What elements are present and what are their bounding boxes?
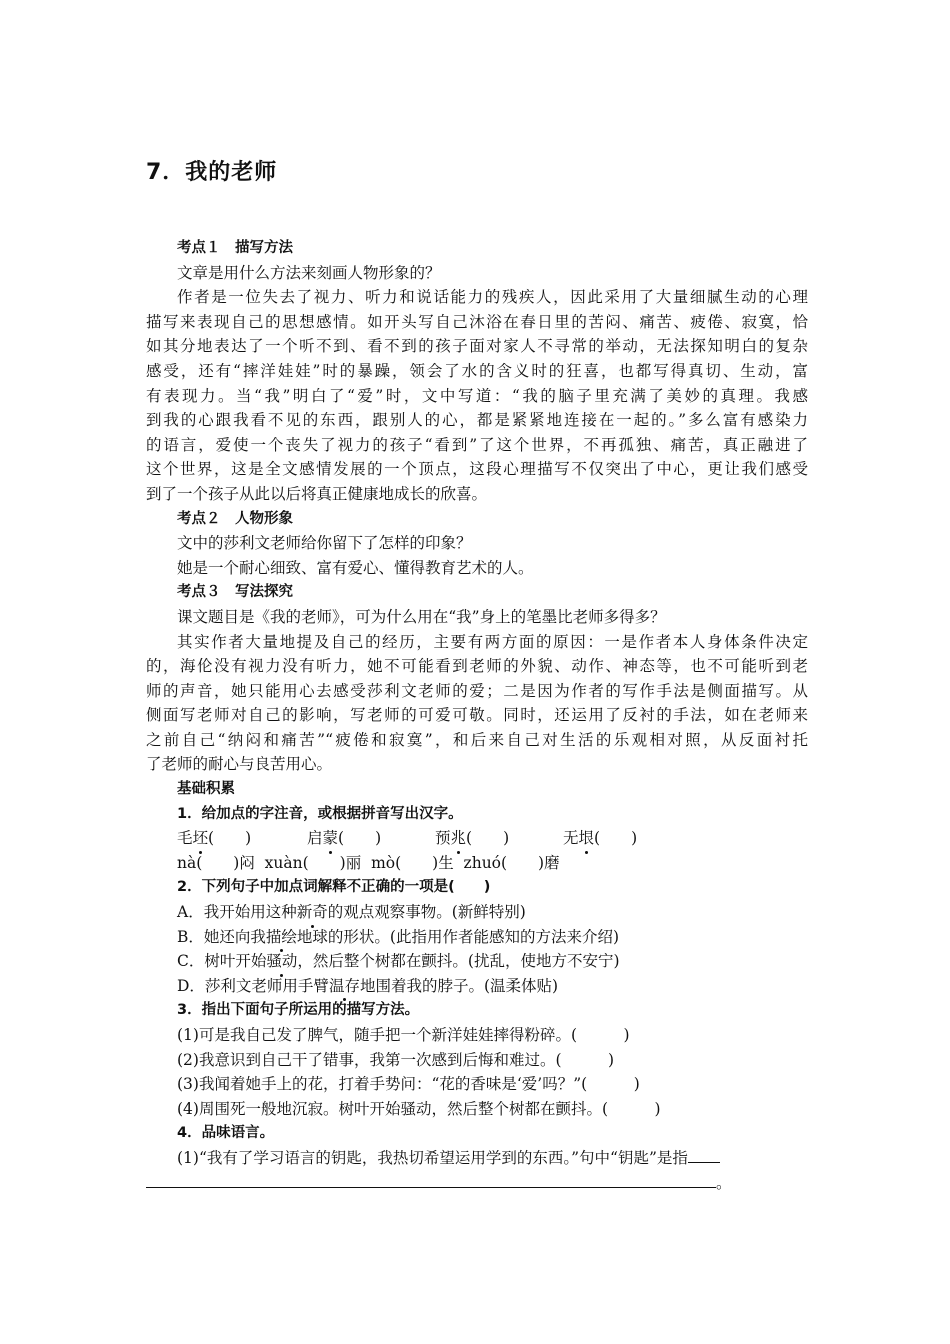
section3-answer-line: 之前自己“纳闷和痛苦”“疲倦和寂寞”，和后来自己对生活的乐观相对照，从反面衬托 [146,730,808,749]
q3-item[interactable]: (3)我闻着她手上的花，打着手势问：“花的香味是‘爱’吗？”( ) [177,1075,640,1094]
section1-answer-line: 描写来表现自己的思想感情。如开头写自己沐浴在春日里的苦闷、痛苦、疲倦、寂寞，恰 [146,312,808,331]
q2-option-a[interactable] [146,900,808,925]
section2-heading: 考点２ 人物形象 [177,510,293,527]
section1-answer-line: 感受，还有“摔洋娃娃”时的暴躁，领会了水的含义时的狂喜，也都写得真切、生动，富 [146,361,808,380]
q1-answer-blank[interactable]: ( ) [338,829,382,848]
section1-answer-line: 的语言，爱使一个丧失了视力的孩子“看到”了这个世界，不再孤独、痛苦，真正融进了 [146,435,808,454]
basics-heading: 基础积累 [177,781,235,798]
option-text: 的观点观察事物。(新鲜特别) [327,903,526,922]
q3-item[interactable]: (1)可是我自己发了脾气，随手把一个新洋娃娃摔得粉碎。( ) [177,1026,630,1044]
option-text: ，然后整个树都在颤抖。(扰乱，使地方不安宁) [297,952,620,971]
q1-item [435,826,563,851]
q3-stem: 3．指出下面句子所运用的描写方法。 [177,1002,420,1019]
q1-row1 [146,826,808,851]
section3-question: 课文题目是《我的老师》，可为什么用在“我”身上的笔墨比老师多得多？ [177,607,666,626]
q4-stem: 4．品味语言。 [177,1125,275,1142]
q1-dotted-char: 坯 [193,826,209,851]
option-text: A．我开始用这种 [177,903,297,922]
q2-stem: 2．下列句子中加点词解释不正确的一项是( ) [177,879,491,896]
section2-question: 文中的莎利文老师给你留下了怎样的印象？ [177,534,472,553]
q1-stem: 1．给加点的字注音，或根据拼音写出汉字。 [177,805,463,822]
section1-answer-line: 如其分地表达了一个听不到、看不到的孩子面对家人不寻常的举动，无法探知明白的复杂 [146,337,808,356]
answer-blank-line[interactable] [688,1147,720,1163]
section1-answer-line: 到我的心跟我看不见的东西，跟别人的心，都是紧紧地连接在一起的。”多么富有感染力 [146,411,808,430]
q1-answer-blank[interactable]: ( ) [466,829,510,848]
q1-answer-blank[interactable]: ( ) [208,829,252,848]
q2-option-b[interactable] [146,925,808,950]
section1-heading: 考点１ 描写方法 [177,240,293,256]
section3-answer-line: 其实作者大量地提及自己的经历，主要有两方面的原因：一是作者本人身体条件决定 [177,632,808,651]
option-text: 地球的形状。(此指用作者能感知的方法来介绍) [296,927,620,946]
q1-item-pre: 毛 [177,829,193,848]
q1-dotted-char: 蒙 [323,826,339,851]
section1-answer-line: 有表现力。当“我”明白了“爱”时，文中写道：“我的脑子里充满了美妙的真理。我感 [146,386,808,405]
q1-dotted-char: 垠 [579,826,595,851]
dotted-word: 温存 [329,974,360,999]
q1-item [563,826,637,851]
q2-option-d[interactable] [146,974,808,999]
dotted-word: 描绘 [266,925,297,950]
page-title: 7．我的老师 [146,160,278,185]
q2-option-c[interactable] [146,949,808,974]
option-text: B．她还向我 [177,927,266,946]
section3-answer-line: 了老师的耐心与良苦用心。 [146,755,333,774]
q1-item-pre: 启 [307,829,323,848]
q1-dotted-char: 兆 [451,826,467,851]
option-text: 地围着我的脖子。(温柔体贴) [359,976,559,995]
option-text: D．莎利文老师用手臂 [177,976,329,995]
section3-answer-line: 师的声音，她只能用心去感受莎利文老师的爱；二是因为作者的写作手法是侧面描写。从 [146,681,808,700]
q3-item[interactable]: (4)周围死一般地沉寂。树叶开始骚动，然后整个树都在颤抖。( ) [177,1099,661,1118]
section3-answer-line: 的，海伦没有视力没有听力，她不可能看到老师的外貌、动作、神态等，也不可能听到老 [146,657,808,676]
q4-answer-line[interactable] [146,1171,808,1196]
q3-item[interactable]: (2)我意识到自己干了错事，我第一次感到后悔和难过。( ) [177,1050,615,1069]
q4-item1 [146,1146,808,1171]
q1-item-pre: 预 [435,829,451,848]
q1-item-pre: 无 [563,829,579,848]
document-body [146,236,808,1195]
end-mark: 。 [716,1173,732,1192]
section1-question: 文章是用什么方法来刻画人物形象的？ [177,263,441,282]
section3-heading: 考点３ 写法探究 [177,584,293,601]
q1-item [307,826,435,851]
section1-answer-line: 到了一个孩子从此以后将真正健康地成长的欣喜。 [146,484,488,503]
section2-answer: 她是一个耐心细致、富有爱心、懂得教育艺术的人。 [177,558,534,577]
q4-item1-text: (1)“我有了学习语言的钥匙，我热切希望运用学到的东西。”句中“钥匙”是指 [177,1148,688,1167]
section3-answer-line: 侧面写老师对自己的影响，写老师的可爱可敬。同时，还运用了反衬的手法，如在老师来 [146,706,808,725]
section1-answer-line: 作者是一位失去了视力、听力和说话能力的残疾人，因此采用了大量细腻生动的心理 [177,288,808,307]
q1-answer-blank[interactable]: ( ) [594,829,638,848]
option-text: C．树叶开始 [177,952,267,971]
dotted-word: 骚动 [266,949,297,974]
section1-answer-line: 这个世界，这是全文感情发展的一个顶点，这段心理描写不仅突出了中心，更让我们感受 [146,460,808,479]
answer-blank-line[interactable] [146,1171,716,1188]
q1-row2[interactable]: nà( )闷 xuàn( )丽 mò( )生 zhuó( )磨 [177,853,560,872]
q1-item [177,826,307,851]
dotted-word: 新奇 [297,900,328,925]
